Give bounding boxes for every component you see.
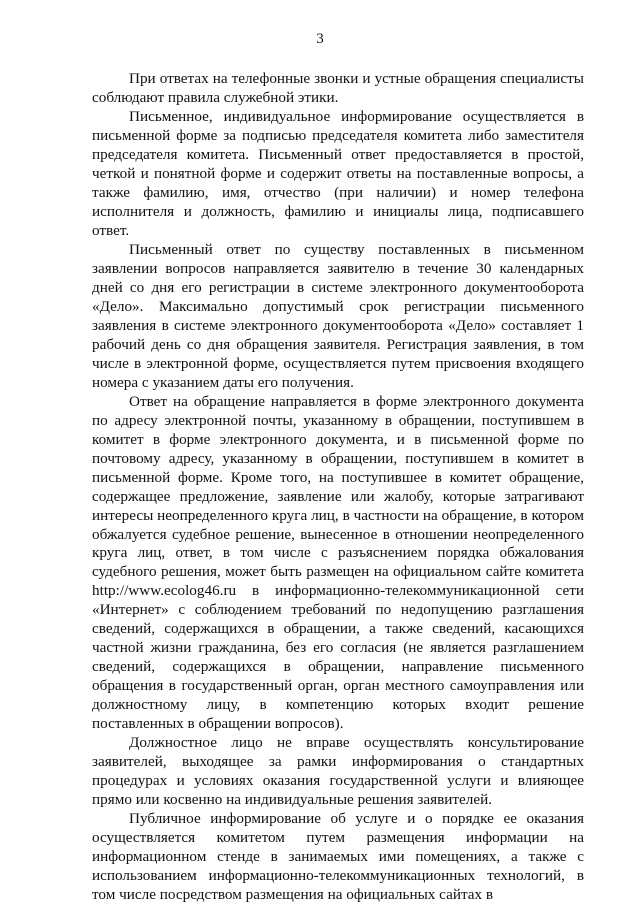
- page-number: 3: [316, 31, 324, 47]
- paragraph-public-informing: Публичное информирование об услуге и о порядке ее оказания осуществляется комитетом путем размещения информации на информационном стенде в занимаемых ими помещениях, а также с использованием информационно-телекоммуникационных технологий, в том числе посредством размещения на официальных сайтах в: [92, 810, 584, 903]
- paragraph-consulting-limits: Должностное лицо не вправе осуществлять консультирование заявителей, выходящее за рамки информирования о стандартных процедурах и условиях оказания государственной услуги и влияющее прямо или косвенно на индивидуальные решения заявителей.: [92, 734, 584, 808]
- paragraph-written-informing: Письменное, индивидуальное информирование осуществляется в письменной форме за подписью председателя комитета либо заместителя председателя комитета. Письменный ответ предоставляется в простой, четкой и понятной форме и содержит ответы на поставленные вопросы, а также фамилию, имя, отчество (при наличии) и номер телефона исполнителя и должность, фамилию и инициалы лица, подписавшего ответ.: [92, 108, 584, 239]
- paragraph-service-ethics: При ответах на телефонные звонки и устные обращения специалисты соблюдают правила служебной этики.: [92, 70, 584, 106]
- paragraph-written-response-terms: Письменный ответ по существу поставленных в письменном заявлении вопросов направляется заявителю в течение 30 календарных дней со дня его регистрации в системе электронного документооборота «Дело». Максимально допустимый срок регистрации письменного заявления в системе электронного документооборота «Дело» составляет 1 рабочий день со дня обращения заявителя. Регистрация заявления, в том числе в электронной форме, осуществляется путем присвоения входящего номера с указанием даты его получения.: [92, 241, 584, 391]
- document-body: [92, 70, 584, 905]
- paragraph-response-delivery: Ответ на обращение направляется в форме электронного документа по адресу электронной почты, указанному в обращении, поступившем в комитет в форме электронного документа, и в письменной форме по почтовому адресу, указанному в обращении, поступившем в комитет в письменной форме. Кроме того, на поступившее в комитет обращение, содержащее предложение, заявление или жалобу, которые затрагивают интересы неопределенного круга лиц, в частности на обращение, в котором обжалуется судебное решение, вынесенное в отношении неопределенного круга лиц, ответ, в том числе с разъяснением порядка обжалования судебного решения, может быть размещен на официальном сайте комитета http://www.ecolog46.ru в информационно-телекоммуникационной сети «Интернет» с соблюдением требований по недопущению разглашения сведений, содержащихся в обращении, а также сведений, касающихся частной жизни гражданина, без его согласия (не является разглашением сведений, содержащихся в обращении, направление письменного обращения в государственный орган, орган местного самоуправления или должностному лицу, в компетенцию которых входит решение поставленных в обращении вопросов).: [92, 393, 584, 732]
